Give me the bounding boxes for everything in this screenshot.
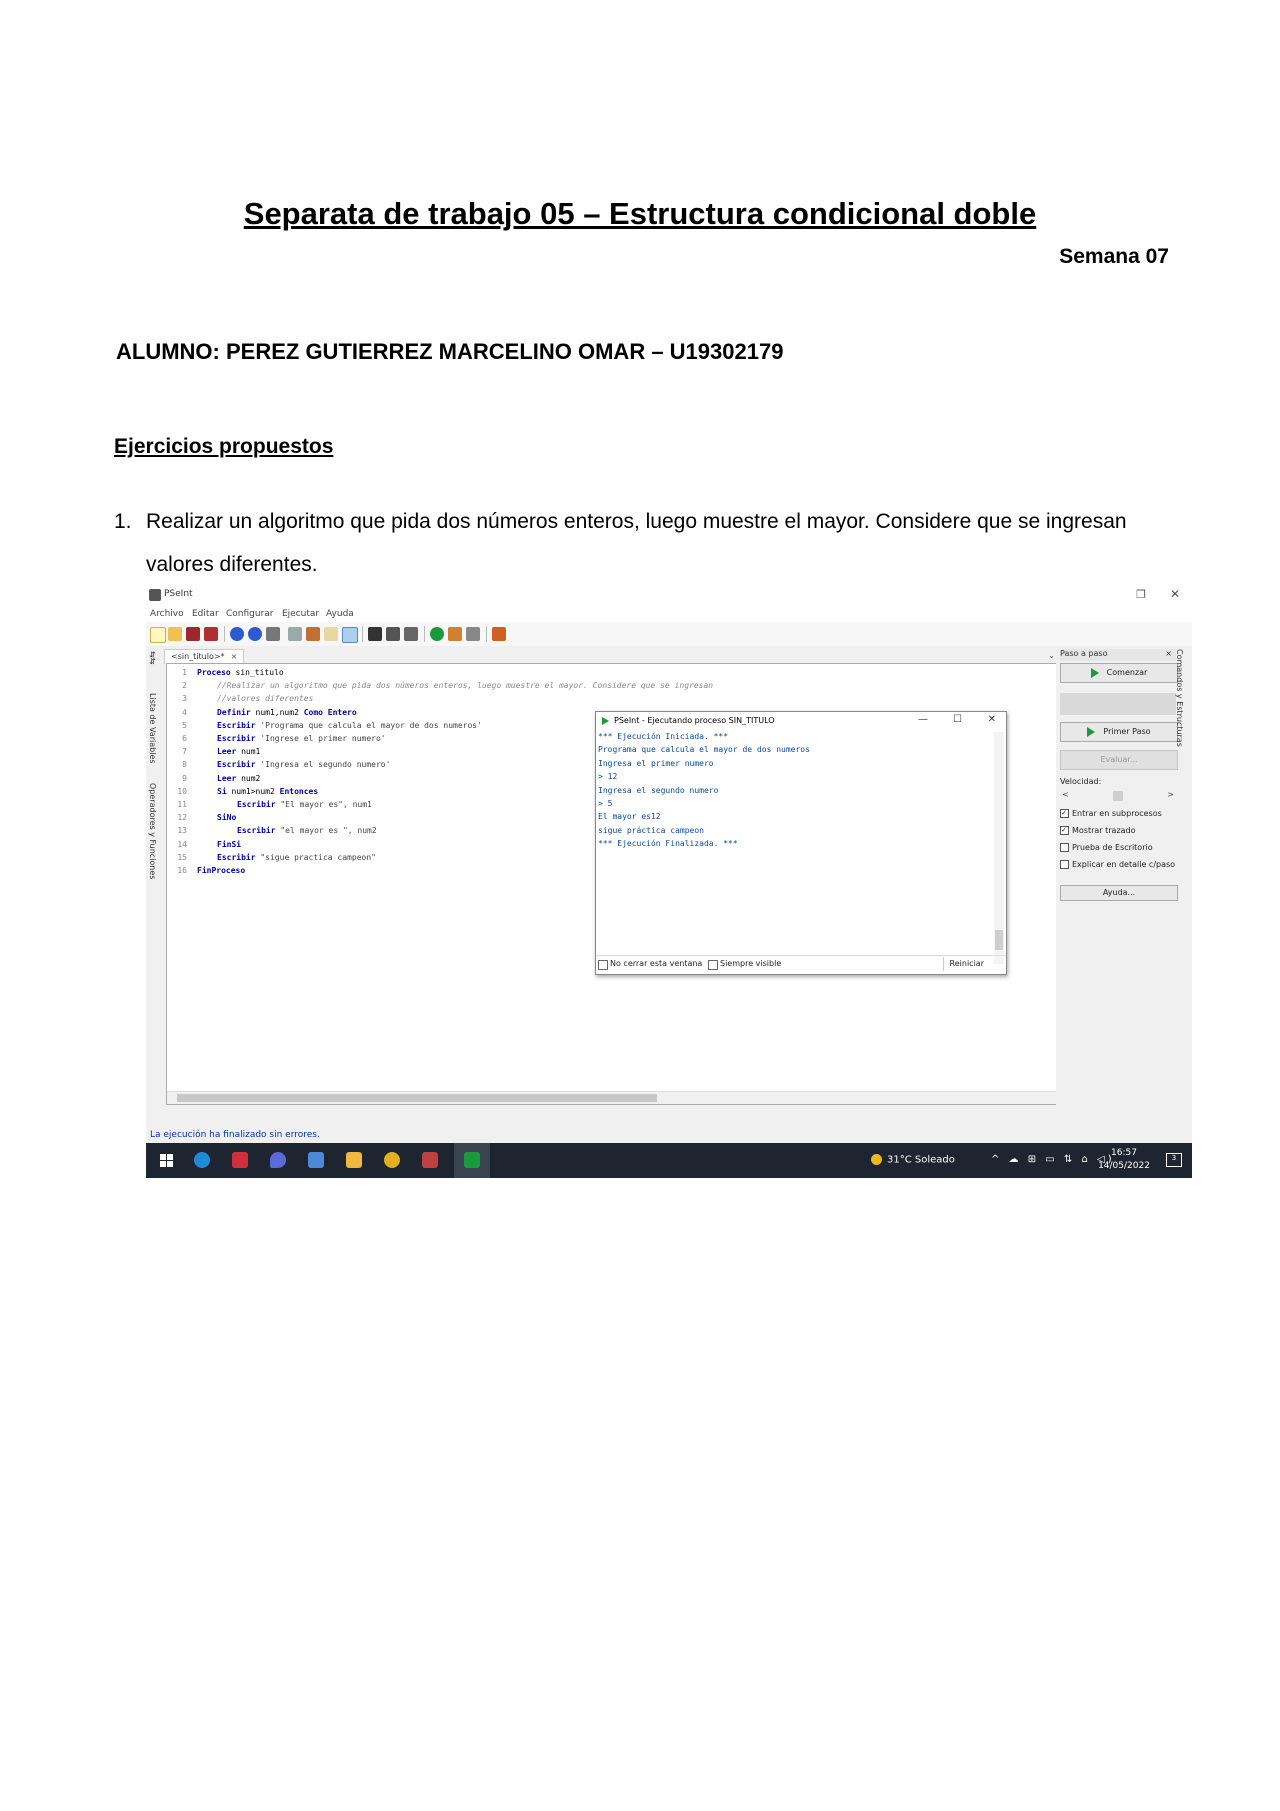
line-number: 11 [177,800,187,809]
code-token: "sigue practica campeon" [260,852,376,862]
line-number: 6 [182,734,187,743]
checkbox[interactable]: ✓ [1060,809,1069,818]
checkbox[interactable] [1060,860,1069,869]
tab-close-icon[interactable]: × [230,652,238,661]
menu-ayuda[interactable]: Ayuda [326,609,354,619]
format-icon[interactable] [342,627,358,643]
code-token: Escribir [217,760,261,770]
tab-bar [162,649,1059,663]
play-icon [1091,668,1099,678]
no-close-checkbox[interactable] [598,960,608,970]
code-token: Entonces [279,786,319,796]
code-token: 'Ingresa el segundo numero' [260,760,391,770]
toolbar-separator [362,626,363,642]
line-number: 5 [182,720,187,730]
scrollbar-thumb[interactable] [995,930,1003,950]
code-token: Escribir [217,734,261,743]
line-number: 8 [182,760,187,770]
windows-taskbar [146,1143,1192,1178]
exec-footer [596,955,1006,974]
step-display [1060,693,1176,715]
code-text [217,774,260,783]
help-icon[interactable] [492,627,506,641]
code-text [217,760,390,769]
clock-date: 14/05/2022 [1098,1161,1150,1171]
status-bar [146,1129,1192,1143]
step-icon[interactable] [448,627,462,641]
code-text [217,681,713,690]
code-text [217,721,482,730]
minimize-icon[interactable]: — [918,714,928,725]
copy-icon[interactable] [288,627,302,641]
store-icon[interactable] [232,1152,248,1168]
toolbar-separator [486,626,487,642]
toolbar [146,622,1192,646]
line-number: 15 [177,852,187,862]
explain-detail-option[interactable] [1060,860,1175,869]
app-drop-icon[interactable] [270,1152,286,1168]
document-title: Separata de trabajo 05 – Estructura condicional doble [243,196,1037,231]
code-token: num1>num2 [231,786,280,796]
code-token: 'Ingrese el primer numero' [260,734,386,743]
execution-window [595,711,1007,975]
status-message: La ejecución ha finalizado sin errores. [150,1130,320,1140]
search-next-icon[interactable] [386,627,400,641]
close-icon[interactable]: ✕ [987,714,996,725]
mail-icon[interactable] [308,1152,324,1168]
office-icon[interactable] [422,1152,438,1168]
step-panel-title: Paso a paso [1060,649,1108,658]
menu-ejecutar[interactable]: Ejecutar [282,609,320,619]
code-token: FinSi [217,839,242,849]
start-button[interactable] [1060,663,1178,683]
app-title: PSeInt [164,589,193,599]
console-line: > 5 [598,799,613,808]
help-button[interactable]: Ayuda... [1060,885,1178,901]
code-token: Si [217,786,232,796]
option-label: Explicar en detalle c/paso [1072,860,1176,869]
code-token: Escribir [237,800,281,809]
exercise-number: 1. [114,510,132,533]
code-text [217,708,357,717]
undo-icon[interactable] [230,627,244,641]
code-token: num2 [241,773,261,783]
step-panel-header [1060,649,1176,661]
option-label: Entrar en subprocesos [1072,809,1162,818]
code-text [217,840,241,849]
step-by-step-panel [1056,649,1184,1124]
checkbox[interactable]: ✓ [1060,826,1069,835]
system-tray[interactable]: ^ ☁ ⊞ ▭ ⇅ ⌂ ◁) [991,1154,1115,1165]
line-number: 9 [182,773,187,783]
left-side-panel [146,649,162,1124]
section-heading: Ejercicios propuestos [114,435,334,458]
paste-icon[interactable] [306,627,320,641]
speed-label: Velocidad: [1060,777,1102,786]
line-number: 10 [177,786,187,796]
code-text [197,668,284,677]
scrollbar-thumb[interactable] [177,1094,657,1102]
line-number: 3 [182,694,187,704]
menu-bar [146,607,1192,622]
code-text [217,853,376,862]
no-close-label: No cerrar esta ventana [610,959,703,968]
redo-icon[interactable] [248,627,262,641]
exercise-text: Realizar un algoritmo que pida dos números enteros, luego muestre el mayor. Considere que se ingresan valores diferentes. [146,510,1127,576]
file-explorer-icon[interactable] [346,1152,362,1168]
line-number: 16 [177,866,187,875]
code-token: 'Programa que calcula el mayor de dos numeros' [260,720,482,730]
console-line: Ingresa el segundo numero [598,785,719,795]
code-token: //Realizar un algoritmo que pida dos números enteros, luego muestre el mayor. Considere que se ingresan [217,681,714,691]
weather-text: 31°C Soleado [887,1154,955,1166]
always-visible-label: Siempre visible [720,959,782,968]
replace-icon[interactable] [404,627,418,641]
option-label: Prueba de Escritorio [1072,843,1153,852]
console-line: *** Ejecución Iniciada. *** [598,732,729,741]
edge-browser-icon[interactable] [194,1152,210,1168]
code-token: sin_titulo [235,668,284,677]
pseint-screenshot [146,585,1192,1178]
code-token: Escribir [237,826,281,836]
code-token: num1,num2 [255,707,304,717]
option-label: Mostrar trazado [1072,826,1136,835]
open-folder-icon[interactable] [168,627,182,641]
new-file-icon[interactable] [150,627,166,643]
enter-subprocesses-option[interactable] [1060,809,1162,818]
pseint-logo-icon [149,589,161,601]
desk-check-option[interactable] [1060,843,1153,852]
line-number: 4 [182,707,187,717]
code-token: //valores diferentes [217,694,314,704]
code-token: Como Entero [303,707,357,717]
week-label: Semana 07 [1059,245,1169,268]
line-number: 14 [177,839,187,849]
code-token: "el mayor es ", num2 [280,826,377,836]
student-line: ALUMNO: PEREZ GUTIERREZ MARCELINO OMAR – U19302179 [116,339,784,364]
flowchart-icon[interactable] [466,627,480,641]
slider-right-arrow[interactable]: > [1167,790,1174,799]
code-token: Escribir [217,852,261,862]
weather-widget[interactable] [871,1154,955,1166]
evaluate-button[interactable]: Evaluar... [1060,750,1178,770]
tab-label: <sin_titulo>* [171,652,225,661]
exec-titlebar [596,712,1006,730]
code-text [217,787,318,796]
menu-configurar[interactable]: Configurar [226,609,274,619]
code-token: num1 [241,747,261,757]
code-text [197,866,245,875]
tab-sin-titulo[interactable] [164,649,244,664]
exec-title: PSeInt - Ejecutando proceso SIN_TITULO [614,716,775,725]
code-text [217,747,260,756]
vertical-scrollbar[interactable] [994,732,1004,964]
sun-icon [871,1154,882,1165]
restore-icon[interactable]: ❐ [1136,588,1146,601]
checkbox[interactable] [1060,843,1069,852]
windows-start-icon[interactable] [160,1154,173,1167]
cut-icon[interactable] [266,627,280,641]
close-icon[interactable]: ✕ [1169,587,1180,601]
code-token: "El mayor es", num1 [280,800,372,809]
code-token: Leer [217,773,242,783]
first-step-label: Primer Paso [1103,727,1151,736]
console-line: Ingresa el primer numero [598,758,714,768]
save-icon[interactable] [186,627,200,641]
code-text [217,694,313,703]
toolbar-separator [224,626,225,642]
console-line: > 12 [598,772,618,782]
variables-list-tab[interactable]: Lista de Variables [148,693,157,764]
clock-time: 16:57 [1111,1148,1137,1158]
menu-editar[interactable]: Editar [192,609,219,619]
save-as-icon[interactable] [204,627,218,641]
menu-archivo[interactable]: Archivo [150,609,184,619]
maximize-icon[interactable]: ☐ [953,714,962,725]
code-token: Definir [217,707,256,717]
console-output [598,732,988,944]
line-number: 1 [182,668,187,677]
close-icon[interactable]: × [1165,649,1172,658]
horizontal-scrollbar[interactable] [167,1091,1056,1104]
commands-structures-tab[interactable]: Comandos y Estructuras [1175,649,1184,747]
speed-slider[interactable] [1060,791,1176,801]
code-token: FinProceso [197,866,246,875]
code-text [237,800,372,809]
code-token: SiNo [217,813,237,823]
code-text [237,826,377,835]
line-number-gutter [167,664,189,1104]
slider-left-arrow[interactable]: < [1062,790,1069,799]
code-text [217,734,386,743]
toolbar-separator [424,626,425,642]
step-play-icon [1087,727,1095,737]
code-text [217,813,236,822]
first-step-button[interactable] [1060,722,1178,742]
console-line: *** Ejecución Finalizada. *** [598,839,738,849]
slider-thumb[interactable] [1113,791,1123,801]
pseint-taskbar-icon[interactable] [464,1152,480,1168]
clock[interactable] [1098,1147,1150,1173]
line-number: 2 [182,681,187,691]
console-line: Programa que calcula el mayor de dos numeros [598,745,810,755]
line-number: 13 [177,826,187,836]
operators-functions-tab[interactable]: Operadores y Funciones [148,783,157,880]
line-number: 12 [177,813,187,823]
indent-icon[interactable] [324,627,338,641]
code-token: Escribir [217,720,261,730]
search-icon[interactable] [368,627,382,641]
tabs-dropdown-icon[interactable]: ⌄ [1048,651,1055,660]
code-token: Leer [217,747,242,757]
line-number: 7 [182,747,187,757]
chrome-icon[interactable] [384,1152,400,1168]
commands-arrows-icon[interactable]: ⇆⇆ [148,651,157,665]
console-line: El mayor es12 [598,812,661,822]
app-titlebar [146,585,1192,607]
always-visible-checkbox[interactable] [708,960,718,970]
run-icon[interactable] [430,627,444,641]
notification-icon[interactable]: 3 [1166,1153,1182,1167]
console-line: sigue práctica campeon [598,825,704,835]
show-trace-option[interactable] [1060,826,1136,835]
code-token: Proceso [197,668,236,677]
run-icon [602,717,609,725]
start-label: Comenzar [1106,668,1148,677]
restart-button[interactable]: Reiniciar [943,957,990,971]
